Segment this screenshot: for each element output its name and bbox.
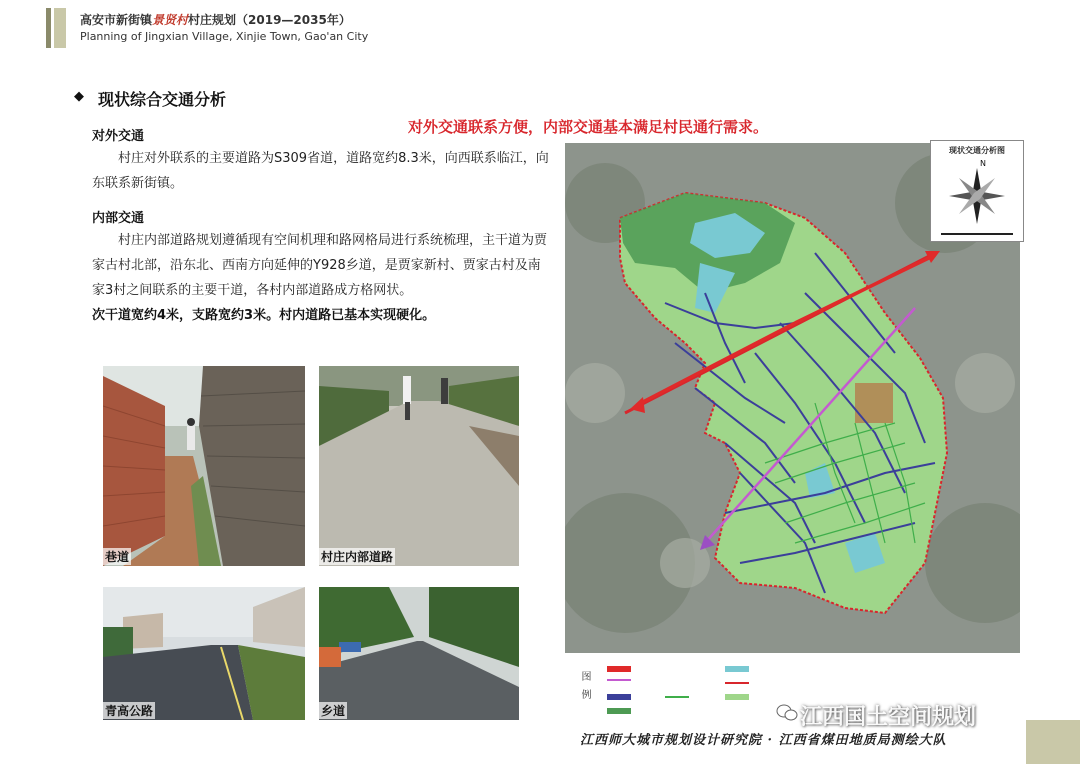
legend-swatch-pink [607,679,635,687]
header-bar-light [54,8,66,48]
section-title: 现状综合交通分析 [98,90,227,109]
wechat-icon [776,703,798,723]
photo-label-alley: 巷道 [105,550,130,564]
photo-alley [103,366,305,566]
diamond-icon: ◆ [74,89,84,104]
legend-title: 图例 [579,671,590,707]
internal-text: 村庄内部道路规划遵循现有空间机理和路网格局进行系统梳理，主干道为贾家古村北部，沿东北、西南方向延伸的Y928乡道，是贾家新村、贾家古村及南家3村之间联系的主要干道，各村内部道路成方格网状。 [92,233,548,298]
legend-swatch-light-green [725,693,753,700]
photo-township-road [319,587,519,720]
internal-bold-text: 次干道宽约4米，支路宽约3米。村内道路已基本实现硬化。 [92,308,436,323]
svg-text:N: N [980,159,986,168]
map-title: 现状交通分析图 [949,146,1005,155]
legend-swatch-green [607,707,635,714]
internal-heading: 内部交通 [92,211,145,226]
header-bar-dark [46,8,51,48]
photo-label-village-road: 村庄内部道路 [321,550,394,564]
legend-swatch-boundary [725,679,753,686]
legend-swatch-purple [607,693,635,700]
external-heading: 对外交通 [92,129,145,144]
legend-swatch-green-line [665,693,693,700]
summary-callout: 对外交通联系方便，内部交通基本满足村民通行需求。 [408,118,769,136]
photo-qinggao-highway [103,587,305,720]
page-title: 高安市新街镇景贤村村庄规划（2019—2035年） [80,13,351,27]
photo-label-qinggao-highway: 青高公路 [105,704,154,718]
photo-label-township-road: 乡道 [321,704,346,718]
footer-corner-block [1026,720,1080,764]
page-subtitle: Planning of Jingxian Village, Xinjie Town, Gao'an City [80,30,369,43]
footer-institutes: 江西师大城市规划设计研究院 · 江西省煤田地质局测绘大队 [580,733,947,748]
map-title-compass-box [930,140,1024,242]
legend-swatch-red [607,665,635,672]
watermark: 江西国土空间规划 [800,705,977,730]
north-arrow-icon [931,141,1023,241]
photo-village-road [319,366,519,566]
legend-swatch-water [725,665,753,672]
external-text: 村庄对外联系的主要道路为S309省道，道路宽约8.3米，向西联系临江，向东联系新街镇。 [92,151,549,191]
